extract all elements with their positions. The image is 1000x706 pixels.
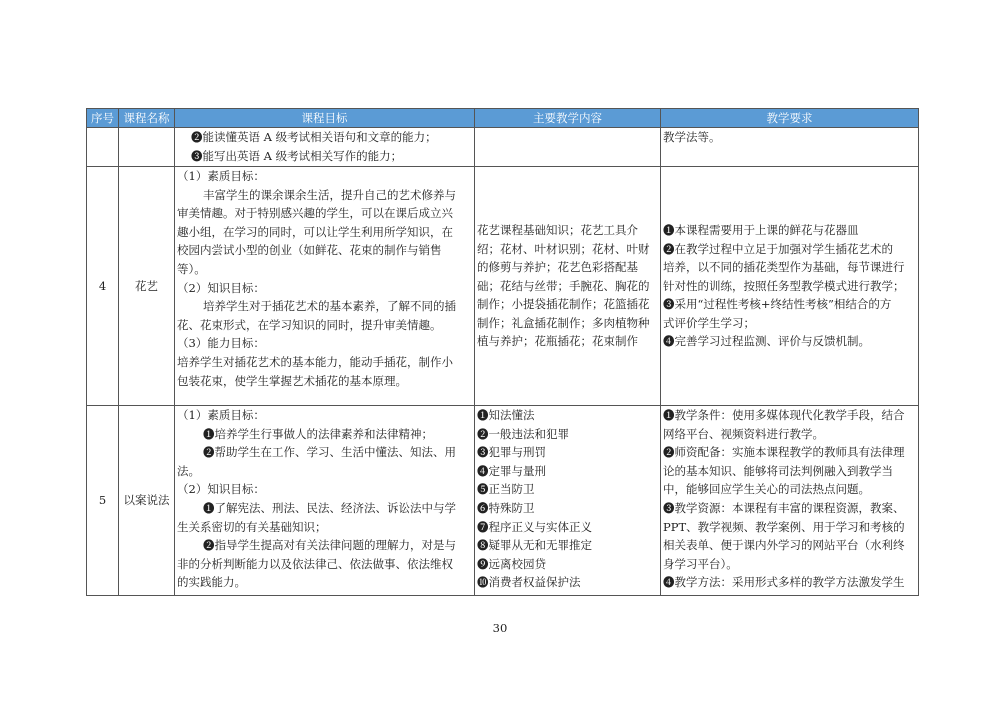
goal-line: 生关系密切的有关基础知识； bbox=[177, 519, 327, 534]
content-line: ❾远离校园贷 bbox=[477, 556, 546, 571]
goal-line: 培养学生对于插花艺术的基本素养，了解不同的插 bbox=[203, 299, 456, 314]
requirement-line: ❷师资配备：实施本课程教学的教师具有法律理 bbox=[663, 445, 905, 460]
row-content bbox=[475, 406, 661, 596]
goal-line: ❷能读懂英语 A 级考试相关语句和文章的能力； bbox=[191, 130, 437, 144]
goal-line: 法。 bbox=[177, 463, 200, 478]
content-line: ❶知法懂法 bbox=[477, 408, 535, 422]
requirement-line: 式评价学生学习； bbox=[663, 315, 755, 330]
goal-line: （1）素质目标： bbox=[177, 169, 265, 183]
row-content bbox=[475, 167, 661, 406]
requirement-line: 针对性的训练，按照任务型教学模式进行教学； bbox=[663, 278, 905, 293]
goal-line: ❶了解宪法、刑法、民法、经济法、诉讼法中与学 bbox=[203, 500, 456, 515]
requirement-line: ❸教学资源：本课程有丰富的课程资源，教案、 bbox=[663, 500, 905, 515]
table-row bbox=[87, 128, 919, 167]
goal-line: 等）。 bbox=[177, 261, 206, 276]
row-requirements bbox=[661, 406, 919, 596]
row-seq: 5 bbox=[87, 406, 119, 596]
requirement-line: PPT、教学视频、教学案例、用于学习和考核的 bbox=[663, 519, 905, 534]
goal-line: 花、花束形式，在学习知识的同时，提升审美情趣。 bbox=[177, 317, 442, 332]
row-goals bbox=[175, 128, 475, 167]
row-course-name bbox=[119, 128, 175, 167]
header-course-name: 课程名称 bbox=[119, 109, 175, 128]
content-line: ❿消费者权益保护法 bbox=[477, 575, 581, 590]
header-course-goals: 课程目标 bbox=[175, 109, 475, 128]
requirement-line: 教学法等。 bbox=[663, 130, 721, 144]
goal-line: （3）能力目标： bbox=[177, 336, 265, 351]
requirement-line: ❶教学条件：使用多媒体现代化教学手段，结合 bbox=[663, 408, 905, 422]
content-line: ❸犯罪与刑罚 bbox=[477, 445, 546, 460]
requirement-line: ❶本课程需要用于上课的鲜花与花器皿 bbox=[663, 222, 859, 237]
requirement-line: 论的基本知识、能够将司法判例融入到教学当 bbox=[663, 463, 893, 478]
goal-line: 的实践能力。 bbox=[177, 575, 246, 590]
header-seq: 序号 bbox=[87, 109, 119, 128]
requirement-line: 相关表单、便于课内外学习的网站平台（水利终 bbox=[663, 538, 905, 553]
content-line: ❼程序正义与实体正义 bbox=[477, 519, 592, 534]
table-row bbox=[87, 406, 919, 596]
goal-line: 包装花束，使学生掌握艺术插花的基本原理。 bbox=[177, 373, 407, 388]
goal-line: 校园内尝试小型的创业（如鲜花、花束的制作与销售 bbox=[177, 243, 442, 258]
requirement-line: ❹完善学习过程监测、评价与反馈机制。 bbox=[663, 334, 870, 349]
goal-line: （2）知识目标： bbox=[177, 482, 265, 497]
goal-line: （1）素质目标： bbox=[177, 408, 265, 422]
table-header-row bbox=[87, 109, 919, 128]
row-seq bbox=[87, 128, 119, 167]
content-line: ❺正当防卫 bbox=[477, 482, 535, 497]
page-number: 30 bbox=[492, 621, 508, 635]
course-table bbox=[86, 108, 919, 596]
goal-line: 培养学生对插花艺术的基本能力，能动手插花，制作小 bbox=[177, 354, 453, 369]
content-line: ❻特殊防卫 bbox=[477, 500, 535, 515]
goal-line: ❶培养学生行事做人的法律素养和法律精神； bbox=[203, 426, 433, 441]
goal-line: 审美情趣。对于特别感兴趣的学生，可以在课后成立兴 bbox=[177, 206, 453, 221]
requirement-line: 培养，以不同的插花类型作为基础，每节课进行 bbox=[663, 260, 905, 275]
content-line: ❹定罪与量刑 bbox=[477, 463, 546, 478]
row-goals bbox=[175, 167, 475, 406]
row-seq: 4 bbox=[87, 167, 119, 406]
row-requirements bbox=[661, 128, 919, 167]
goal-line: 非的分析判断能力以及依法律己、依法做事、依法维权 bbox=[177, 556, 453, 571]
content-line: 绍；花材、叶材识别；花材、叶财 bbox=[477, 241, 650, 256]
goal-line: 趣小组，在学习的同时，可以让学生利用所学知识，在 bbox=[177, 224, 453, 239]
row-content bbox=[475, 128, 661, 167]
row-goals bbox=[175, 406, 475, 596]
row-requirements bbox=[661, 167, 919, 406]
goal-line: ❸能写出英语 A 级考试相关写作的能力； bbox=[191, 148, 403, 163]
goal-line: 丰富学生的课余课余生活，提升自己的艺术修养与 bbox=[203, 187, 456, 202]
content-line: 花艺课程基础知识；花艺工具介 bbox=[477, 222, 638, 237]
requirement-line: 身学习平台）。 bbox=[663, 556, 738, 571]
row-course-name: 花艺 bbox=[119, 167, 175, 406]
row-course-name: 以案说法 bbox=[119, 406, 175, 596]
requirement-line: ❹教学方法：采用形式多样的教学方法激发学生 bbox=[663, 575, 905, 590]
content-line: 制作；礼盒插花制作；多肉植物种 bbox=[477, 315, 650, 330]
requirement-line: ❸采用“过程性考核+终结性考核”相结合的方 bbox=[663, 297, 892, 312]
content-line: ❷一般违法和犯罪 bbox=[477, 426, 569, 441]
content-line: 础；花结与丝带；手腕花、胸花的 bbox=[477, 278, 650, 293]
table-row bbox=[87, 167, 919, 406]
requirement-line: 中，能够回应学生关心的司法热点问题。 bbox=[663, 482, 870, 497]
content-line: ❽疑罪从无和无罪推定 bbox=[477, 538, 592, 553]
header-teaching-requirements: 教学要求 bbox=[661, 109, 919, 128]
goal-line: （2）知识目标： bbox=[177, 280, 265, 295]
goal-line: ❷帮助学生在工作、学习、生活中懂法、知法、用 bbox=[203, 445, 456, 460]
requirement-line: ❷在教学过程中立足于加强对学生插花艺术的 bbox=[663, 241, 893, 256]
requirement-line: 网络平台、视频资料进行教学。 bbox=[663, 426, 824, 441]
goal-line: ❷指导学生提高对有关法律问题的理解力，对是与 bbox=[203, 538, 456, 553]
content-line: 制作；小提袋插花制作；花篮插花 bbox=[477, 297, 650, 312]
header-main-content: 主要教学内容 bbox=[475, 109, 661, 128]
content-line: 植与养护；花瓶插花；花束制作 bbox=[477, 334, 638, 349]
content-line: 的修剪与养护；花艺色彩搭配基 bbox=[477, 260, 638, 275]
